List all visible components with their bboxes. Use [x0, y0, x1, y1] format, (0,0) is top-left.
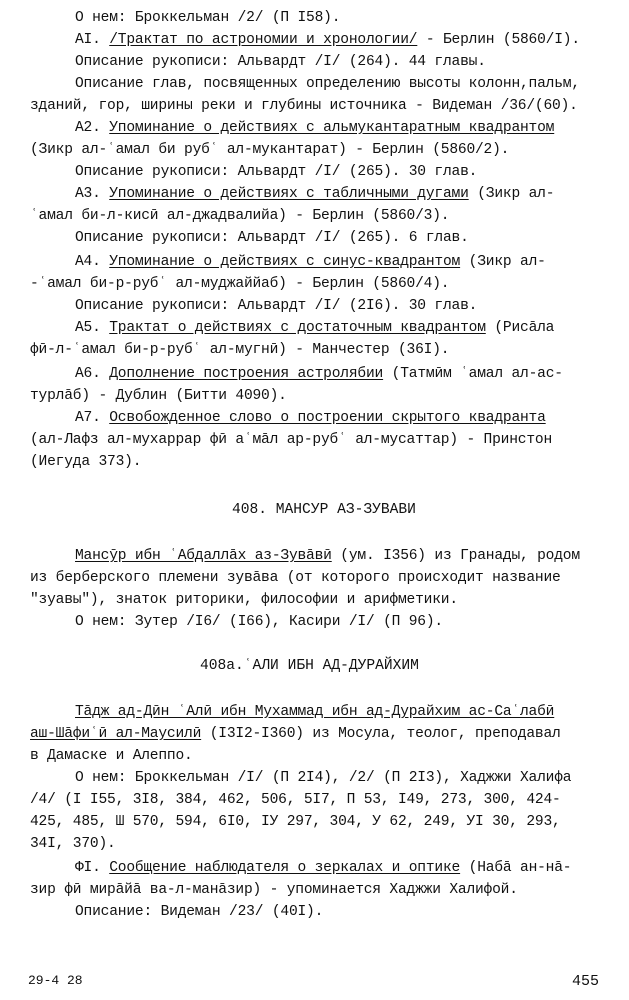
text-line: Описание рукописи: Альвардт /I/ (265). 6 глав.	[75, 230, 469, 246]
entry-title: /Трактат по астрономии и хронологии/	[109, 32, 418, 48]
entry-text: (ум. I356) из Гранады, родом	[331, 548, 580, 564]
entry-title: Дополнение построения астролябии	[109, 366, 384, 382]
text-line: Описание: Видеман /23/ (40I).	[75, 904, 324, 920]
entry-a5	[75, 318, 554, 338]
entry-a7	[75, 408, 546, 428]
person-name: аш-Шāфиʿӣ ал-Маусилӣ	[30, 726, 202, 742]
entry-number: А4.	[75, 254, 110, 270]
entry-text: (Татмӣм ʿамал ал-ас-	[383, 366, 563, 382]
entry-title: Упоминание о действиях с табличными дугами	[109, 186, 469, 202]
text-line: (ал-Лафз ал-мухаррар фӣ аʿмāл ар-рубʿ ал-мусаттар) - Принстон	[30, 432, 553, 448]
text-line: из берберского племени зувāва (от которого происходит название	[30, 570, 561, 586]
text-line: О нем: Броккельман /I/ (П 2I4), /2/ (П 2I3), Хаджжи Халифа	[75, 770, 572, 786]
entry-number: ФI.	[75, 860, 110, 876]
entry-title: Упоминание о действиях с синус-квадрантом	[109, 254, 461, 270]
entry-a3	[75, 184, 554, 204]
text-line: (Зикр ал-ʿамал би рубʿ ал-мукантарат) - Берлин (5860/2).	[30, 142, 510, 158]
text-line: Описание рукописи: Альвардт /I/ (264). 44 главы.	[75, 54, 486, 70]
section-heading: 408. МАНСУР АЗ-ЗУВАВИ	[232, 502, 416, 518]
text-line	[75, 702, 554, 722]
entry-number: А2.	[75, 120, 110, 136]
entry-number: А5.	[75, 320, 110, 336]
text-line: в Дамаске и Алеппо.	[30, 748, 193, 764]
entry-number: А6.	[75, 366, 110, 382]
entry-text: (Рисāла	[485, 320, 555, 336]
section-heading: 408а.ʿАЛИ ИБН АД-ДУРАЙХИМ	[200, 658, 419, 674]
section-408-line-1	[75, 546, 580, 566]
text-line: 425, 485, Ш 570, 594, 6I0, IУ 297, 304, У 62, 249, УI 30, 293,	[30, 814, 561, 830]
entry-text: (I3I2-I360) из Мосула, теолог, преподавал	[201, 726, 561, 742]
entry-text: (Зикр ал-	[460, 254, 546, 270]
text-line: Описание рукописи: Альвардт /I/ (265). 30 глав.	[75, 164, 478, 180]
entry-number: А3.	[75, 186, 110, 202]
entry-f1	[75, 858, 571, 878]
entry-a2	[75, 118, 554, 138]
person-name: Тāдж ад-Дӣн ʿАлӣ ибн Мухаммад ибн ад-Дурайхим ас-Саʿлабӣ	[75, 704, 555, 720]
entry-title: Трактат о действиях с достаточным квадрантом	[109, 320, 486, 336]
text-line: /4/ (I I55, 3I8, 384, 462, 506, 5I7, П 53, I49, 273, 300, 424-	[30, 792, 561, 808]
text-line: -ʿамал би-р-рубʿ ал-муджаййаб) - Берлин (5860/4).	[30, 276, 450, 292]
entry-text: (Набā ан-нā-	[460, 860, 572, 876]
person-name: Мансӯр ибн ʿАбдаллāх аз-Зувāвӣ	[75, 548, 332, 564]
page-number: 455	[572, 973, 600, 990]
entry-number: А7.	[75, 410, 110, 426]
entry-a1	[75, 30, 580, 50]
entry-title: Упоминание о действиях с альмукантаратным квадрантом	[109, 120, 555, 136]
text-line: зир фӣ мирāйā ва-л-манāзир) - упоминается Хаджжи Халифой.	[30, 882, 518, 898]
entry-number: AI.	[75, 32, 110, 48]
text-line: О нем: Зутер /I6/ (I66), Касири /I/ (П 96).	[75, 614, 443, 630]
text-line: О нем: Броккельман /2/ (П I58).	[75, 10, 341, 26]
entry-text: - Берлин (5860/I).	[417, 32, 580, 48]
text-line: Описание рукописи: Альвардт /I/ (2I6). 30 глав.	[75, 298, 478, 314]
text-line: турлāб) - Дублин (Битти 4090).	[30, 388, 287, 404]
text-line: (Иегуда 373).	[30, 454, 142, 470]
printer-code: 29-4 28	[28, 973, 83, 988]
entry-text: (Зикр ал-	[468, 186, 555, 202]
entry-title: Освобожденное слово о построении скрытого квадранта	[109, 410, 546, 426]
entry-title: Сообщение наблюдателя о зеркалах и оптике	[109, 860, 461, 876]
section-408a-line-2	[30, 724, 561, 744]
text-line: 34I, 370).	[30, 836, 116, 852]
entry-a6	[75, 364, 563, 384]
text-line: "зуавы"), знаток риторики, философии и арифметики.	[30, 592, 458, 608]
entry-a4	[75, 252, 546, 272]
text-line: Описание глав, посвященных определению высоты колонн,пальм,	[75, 76, 580, 92]
text-line: зданий, гор, ширины реки и глубины источника - Видеман /36/(60).	[30, 98, 578, 114]
text-line: ʿамал би-л-кисӣ ал-джадвалийа) - Берлин (5860/3).	[30, 208, 450, 224]
text-line: фӣ-л-ʿамал би-р-рубʿ ал-мугнӣ) - Манчестер (36I).	[30, 342, 450, 358]
